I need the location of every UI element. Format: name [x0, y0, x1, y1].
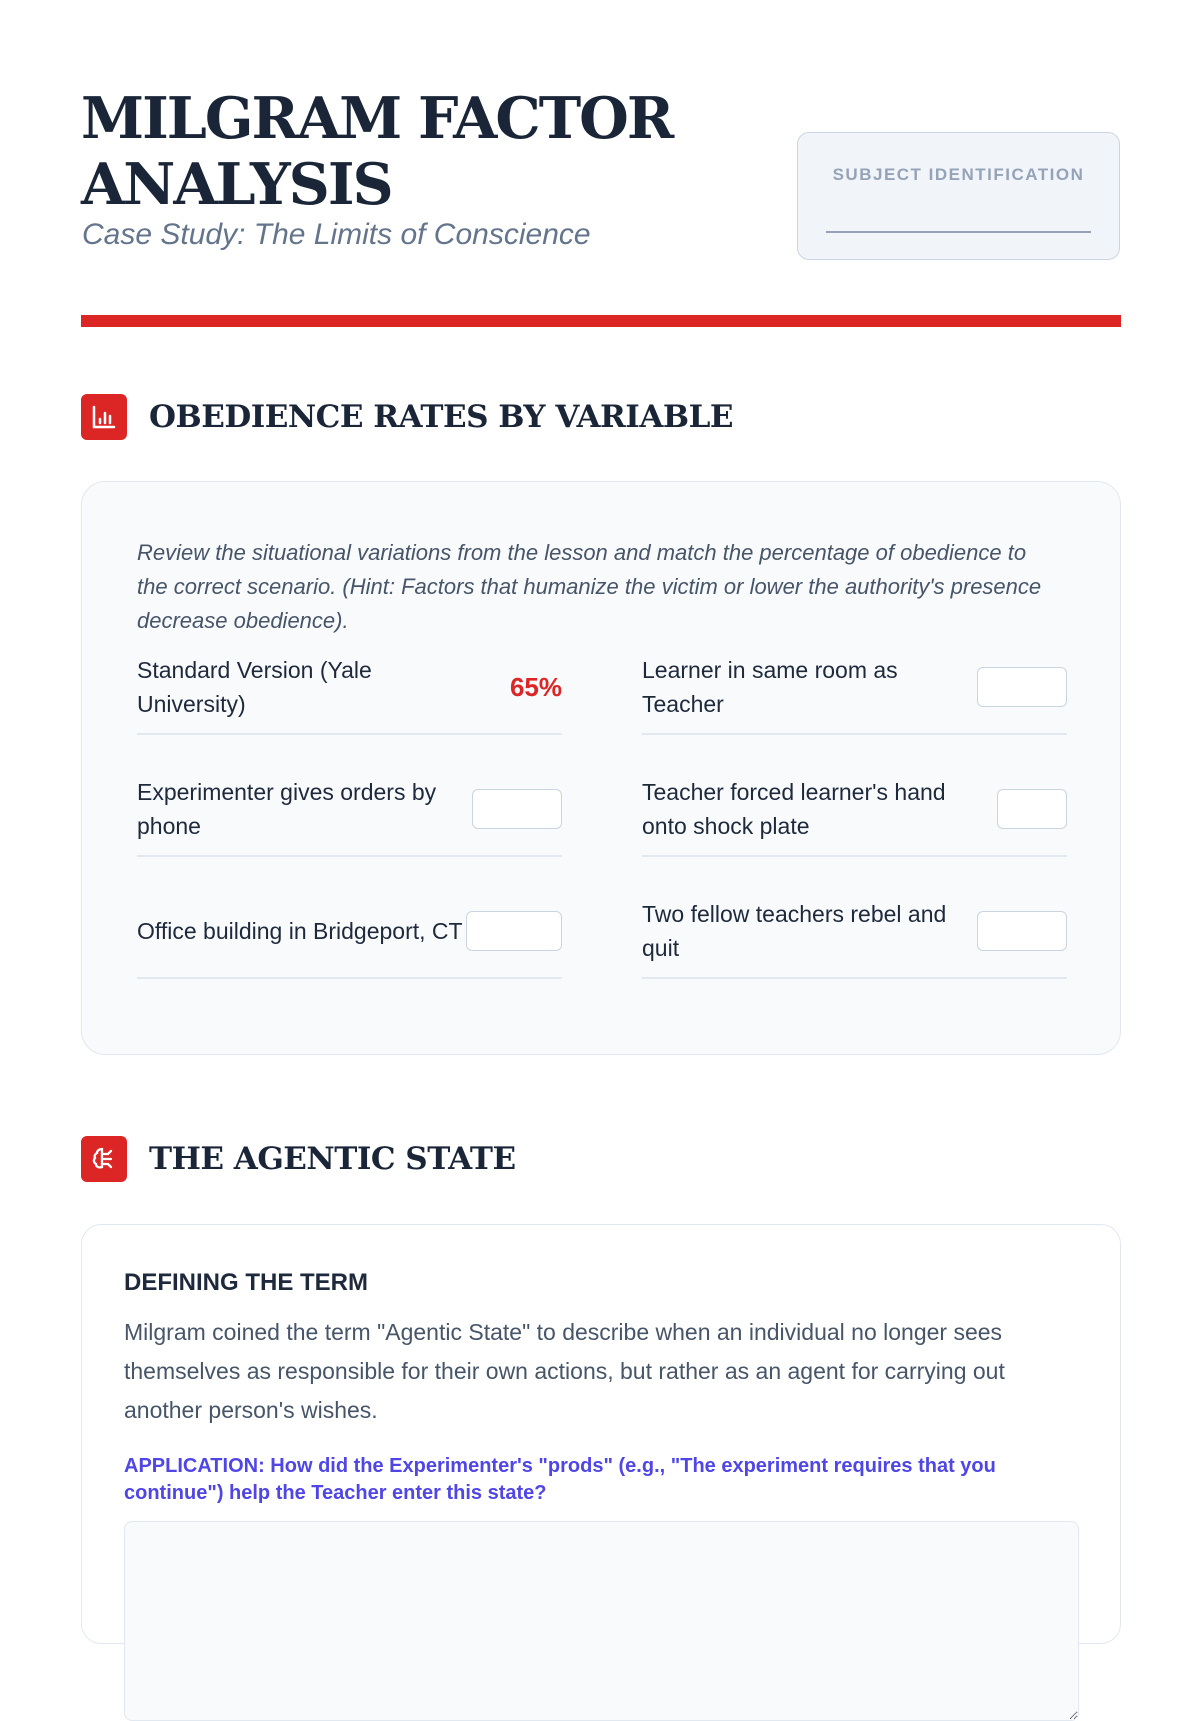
- variable-row: [137, 655, 562, 735]
- variable-label: Office building in Bridgeport, CT: [137, 918, 463, 944]
- variable-row: [137, 899, 562, 979]
- variable-label: Standard Version (Yale University): [137, 657, 372, 717]
- percentage-input[interactable]: [997, 789, 1067, 829]
- brain-icon: [81, 1136, 127, 1182]
- variable-row: [642, 655, 1067, 735]
- percentage-input[interactable]: [472, 789, 562, 829]
- page-title: MILGRAM FACTOR ANALYSIS: [81, 85, 673, 218]
- instructions: Review the situational variations from the lesson and match the percentage of obedience to the correct scenario. (Hint: Factors that humanize the victim or lower the authority's presence decrease obedience).: [137, 540, 1042, 633]
- section-title: OBEDIENCE RATES BY VARIABLE: [149, 399, 733, 435]
- percentage-input[interactable]: [977, 667, 1067, 707]
- variable-label: Experimenter gives orders by phone: [137, 779, 437, 839]
- section-header-agentic: [81, 1136, 516, 1182]
- subheading: DEFINING THE TERM: [124, 1269, 368, 1296]
- variable-row: [137, 777, 562, 857]
- subject-identification-line: [826, 231, 1091, 233]
- section-title: THE AGENTIC STATE: [149, 1141, 516, 1177]
- variable-row: [642, 899, 1067, 979]
- subject-identification-field[interactable]: [797, 132, 1120, 260]
- bar-chart-icon: [81, 394, 127, 440]
- agentic-card: [81, 1224, 1121, 1644]
- divider-bar: [81, 315, 1121, 327]
- obedience-card: [81, 481, 1121, 1055]
- variable-label: Two fellow teachers rebel and quit: [642, 901, 947, 961]
- definition-text: Milgram coined the term "Agentic State" to describe when an individual no longer sees themselves as responsible for their own actions, but rather as an agent for carrying out another person's wishes.: [124, 1319, 1005, 1423]
- percentage-input[interactable]: [977, 911, 1067, 951]
- page-subtitle: Case Study: The Limits of Conscience: [82, 218, 591, 251]
- percentage-input[interactable]: [466, 911, 562, 951]
- variable-label: Teacher forced learner's hand onto shock plate: [642, 779, 946, 839]
- variable-value: 65%: [509, 671, 562, 702]
- section-header-obedience: [81, 394, 733, 440]
- answer-textarea[interactable]: [124, 1521, 1079, 1721]
- subject-identification-label: SUBJECT IDENTIFICATION: [832, 165, 1085, 184]
- application-question: APPLICATION: How did the Experimenter's "prods" (e.g., "The experiment requires that you continue") help the Teacher enter this state?: [124, 1455, 996, 1504]
- variable-row: [642, 777, 1067, 857]
- variable-label: Learner in same room as Teacher: [642, 657, 898, 717]
